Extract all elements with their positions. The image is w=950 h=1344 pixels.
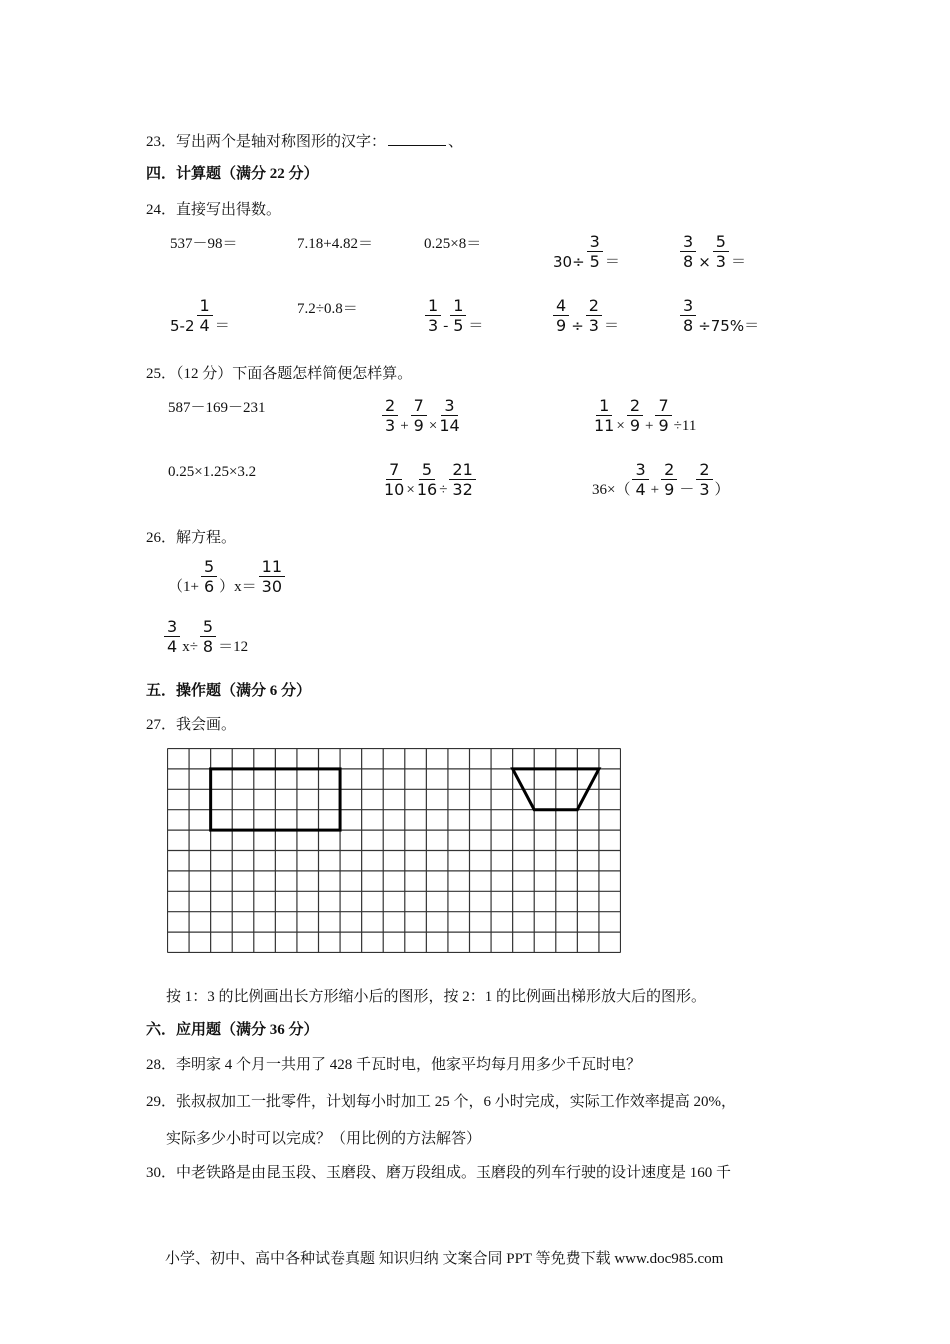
expression [170, 296, 230, 335]
expression [678, 296, 759, 335]
denominator: 9 [413, 416, 424, 435]
fraction [382, 396, 398, 435]
denominator: 3 [428, 316, 439, 335]
section-6-heading: 六．应用题（满分 36 分） [146, 1022, 319, 1038]
fraction [553, 296, 569, 335]
fraction [661, 460, 677, 499]
denominator: 32 [452, 480, 473, 499]
denominator: 10 [384, 480, 405, 499]
fraction [425, 296, 441, 335]
expression-text: － [679, 482, 695, 498]
expression-text: ＝ [468, 318, 484, 334]
expression-text: ÷ [439, 482, 448, 498]
expression-text: 30÷ [553, 253, 585, 271]
expression [592, 396, 696, 435]
fraction [587, 232, 603, 271]
numerator: 2 [382, 396, 398, 416]
expression-text: ＝12 [218, 639, 249, 655]
expression-text: 36×（ [592, 482, 631, 498]
expression [297, 235, 373, 253]
fraction [439, 396, 459, 435]
numerator: 5 [419, 460, 435, 480]
numerator: 4 [553, 296, 569, 316]
expression-text: （1+ [168, 579, 199, 595]
question-24-title: 24．直接写出得数。 [146, 202, 282, 218]
denominator: 11 [594, 416, 615, 435]
fraction [696, 460, 712, 499]
numerator: 3 [680, 296, 696, 316]
numerator: 5 [201, 557, 217, 577]
expression-text: ÷11 [673, 418, 697, 434]
fraction [197, 296, 213, 335]
denominator: 4 [635, 480, 646, 499]
numerator: 1 [450, 296, 466, 316]
numerator: 3 [164, 617, 180, 637]
question-30: 30．中老铁路是由昆玉段、玉磨段、磨万段组成。玉磨段的列车行驶的设计速度是 160 千 [146, 1165, 732, 1181]
fraction [627, 396, 643, 435]
separator: 、 [448, 134, 464, 150]
expression-text: + [650, 482, 660, 498]
numerator: 5 [200, 617, 216, 637]
expression [382, 460, 478, 499]
expression-text: ＝ [604, 254, 620, 270]
expression-text: 7.18+4.82＝ [297, 236, 373, 252]
expression-text: - [443, 318, 449, 334]
fraction [713, 232, 729, 271]
fraction [164, 617, 180, 656]
denominator: 4 [199, 316, 210, 335]
footer-text: 小学、初中、高中各种试卷真题 知识归纳 文案合同 PPT 等免费下载 www.doc985.com [165, 1251, 724, 1267]
expression-text: × [698, 253, 711, 271]
expression [168, 557, 287, 596]
denominator: 9 [664, 480, 675, 499]
question-23-text: 23．写出两个是轴对称图形的汉字： [146, 134, 387, 150]
question-27-title: 27．我会画。 [146, 717, 237, 733]
expression [592, 460, 730, 499]
denominator: 8 [202, 637, 214, 656]
expression [168, 463, 256, 481]
numerator: 3 [587, 232, 603, 252]
fraction [384, 460, 404, 499]
expression-text: + [400, 418, 409, 434]
denominator: 30 [261, 577, 283, 596]
denominator: 9 [658, 416, 669, 435]
numerator: 1 [596, 396, 612, 416]
section-5-heading: 五．操作题（满分 6 分） [146, 683, 312, 699]
expression [297, 300, 358, 318]
denominator: 9 [556, 316, 567, 335]
fraction [594, 396, 614, 435]
expression-text: 7.2÷0.8＝ [297, 301, 358, 317]
denominator: 8 [683, 316, 694, 335]
expression [551, 296, 619, 335]
expression [380, 396, 462, 435]
numerator: 7 [386, 460, 402, 480]
expression-text: 0.25×1.25×3.2 [168, 464, 257, 480]
drawing-grid[interactable] [167, 748, 621, 953]
expression [423, 296, 483, 335]
expression-text: ÷75% [698, 317, 745, 335]
fraction [450, 296, 466, 335]
denominator: 3 [588, 316, 599, 335]
question-26-title: 26．解方程。 [146, 530, 237, 546]
denominator: 6 [203, 577, 215, 596]
expression-text: ＝ [603, 318, 619, 334]
expression [162, 617, 248, 656]
fraction [449, 460, 475, 499]
numerator: 1 [197, 296, 213, 316]
denominator: 3 [699, 480, 710, 499]
fraction [632, 460, 648, 499]
section-4-heading: 四．计算题（满分 22 分） [146, 166, 319, 182]
numerator: 2 [627, 396, 643, 416]
fraction [259, 557, 285, 596]
expression-text: ＝ [730, 254, 746, 270]
expression-text: + [645, 418, 654, 434]
expression [553, 232, 620, 271]
fraction [411, 396, 427, 435]
expression-text: ）x＝ [219, 579, 257, 595]
expression-text: ＝ [744, 318, 760, 334]
numerator: 2 [696, 460, 712, 480]
numerator: 11 [259, 557, 285, 577]
fraction [200, 617, 216, 656]
denominator: 9 [629, 416, 641, 435]
fraction [201, 557, 217, 596]
numerator: 3 [632, 460, 648, 480]
denominator: 4 [167, 637, 178, 656]
fraction [680, 296, 696, 335]
fraction [417, 460, 437, 499]
fraction [586, 296, 602, 335]
numerator: 3 [441, 396, 457, 416]
answer-blank[interactable] [388, 131, 446, 146]
question-28: 28．李明家 4 个月一共用了 428 千瓦时电，他家平均每月用多少千瓦时电？ [146, 1057, 642, 1073]
denominator: 14 [439, 416, 460, 435]
question-23 [146, 130, 463, 151]
expression-text: 5-2 [170, 317, 195, 335]
numerator: 1 [425, 296, 441, 316]
expression-text: ） [714, 482, 730, 498]
expression-text: × [616, 418, 625, 434]
question-25-title: 25．（12 分）下面各题怎样简便怎样算。 [146, 366, 413, 382]
denominator: 5 [453, 316, 464, 335]
denominator: 3 [715, 252, 726, 271]
fraction [680, 232, 696, 271]
expression [424, 235, 481, 253]
numerator: 3 [680, 232, 696, 252]
question-29-line2: 实际多少小时可以完成？（用比例的方法解答） [166, 1131, 482, 1147]
expression-text: x÷ [182, 639, 198, 655]
numerator: 7 [655, 396, 671, 416]
numerator: 2 [586, 296, 602, 316]
denominator: 16 [416, 480, 438, 499]
expression-text: ＝ [214, 318, 230, 334]
expression-text: × [428, 418, 438, 434]
numerator: 5 [713, 232, 729, 252]
fraction [655, 396, 671, 435]
expression-text: 0.25×8＝ [424, 236, 482, 252]
expression-text: ÷ [571, 317, 584, 335]
question-29-line1: 29．张叔叔加工一批零件，计划每小时加工 25 个，6 小时完成，实际工作效率提高 20%， [146, 1094, 736, 1110]
denominator: 5 [589, 252, 600, 271]
expression-text: 537－98＝ [170, 236, 238, 252]
numerator: 7 [411, 396, 427, 416]
expression [678, 232, 746, 271]
numerator: 2 [661, 460, 677, 480]
expression-text: × [406, 482, 415, 498]
question-27-instruction: 按 1：3 的比例画出长方形缩小后的图形，按 2：1 的比例画出梯形放大后的图形。 [166, 989, 707, 1005]
denominator: 8 [683, 252, 694, 271]
expression-text: 587－169－231 [168, 400, 266, 416]
expression [170, 235, 238, 253]
denominator: 3 [385, 416, 396, 435]
expression [168, 399, 266, 417]
numerator: 21 [449, 460, 475, 480]
